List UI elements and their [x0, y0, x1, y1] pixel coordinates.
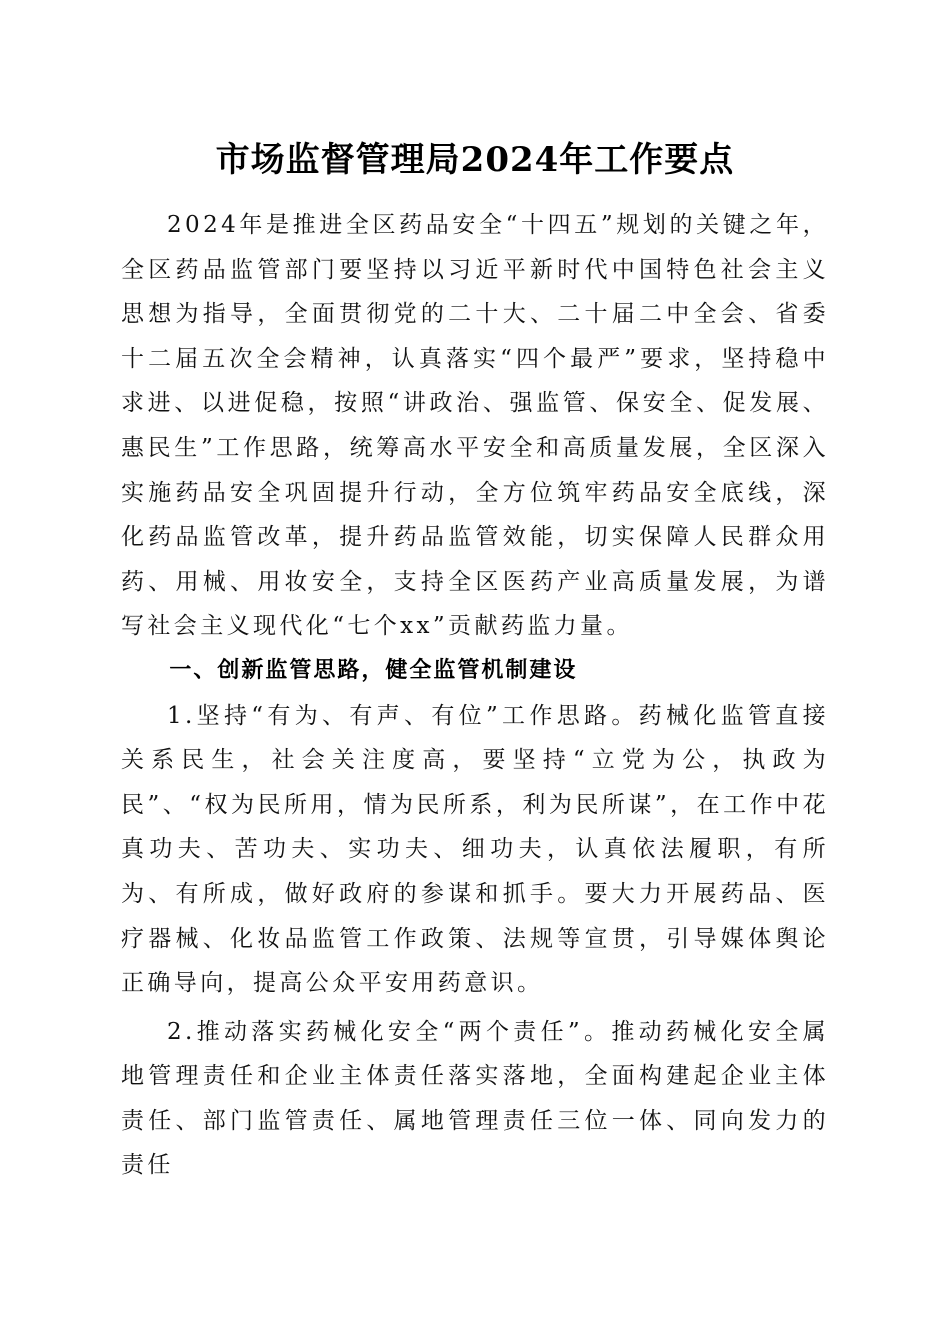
section-heading-1: 一、创新监管思路，健全监管机制建设 [169, 657, 578, 683]
intro-paragraph: 2024年是推进全区药品安全“十四五”规划的关键之年，全区药品监管部门要坚持以习近平新时代中国特色社会主义思想为指导，全面贯彻党的二十大、二十届二中全会、省委十二届五次全会精神，认真落实“四个最严”要求，坚持稳中求进、以进促稳，按照“讲政治、强监管、保安全、促发展、惠民生”工作思路，统筹高水平安全和高质量发展，全区深入实施药品安全巩固提升行动，全方位筑牢药品安全底线，深化药品监管改革，提升药品监管效能，切实保障人民群众用药、用械、用妆安全，支持全区医药产业高质量发展，为谱写社会主义现代化“七个xx”贡献药监力量。 [121, 212, 829, 640]
section-1-item-2: 2.推动落实药械化安全“两个责任”。推动药械化安全属地管理责任和企业主体责任落实落地，全面构建起企业主体责任、部门监管责任、属地管理责任三位一体、同向发力的责任 [121, 1018, 829, 1179]
document-body [121, 203, 829, 1188]
section-1-item-1: 1.坚持“有为、有声、有位”工作思路。药械化监管直接关系民生，社会关注度高，要坚持“立党为公，执政为民”、“权为民所用，情为民所系，利为民所谋”，在工作中花真功夫、苦功夫、实功夫、细功夫，认真依法履职，有所为、有所成，做好政府的参谋和抓手。要大力开展药品、医疗器械、化妆品监管工作政策、法规等宣贯，引导媒体舆论正确导向，提高公众平安用药意识。 [121, 702, 829, 997]
document-title: 市场监督管理局2024年工作要点 [215, 140, 735, 180]
